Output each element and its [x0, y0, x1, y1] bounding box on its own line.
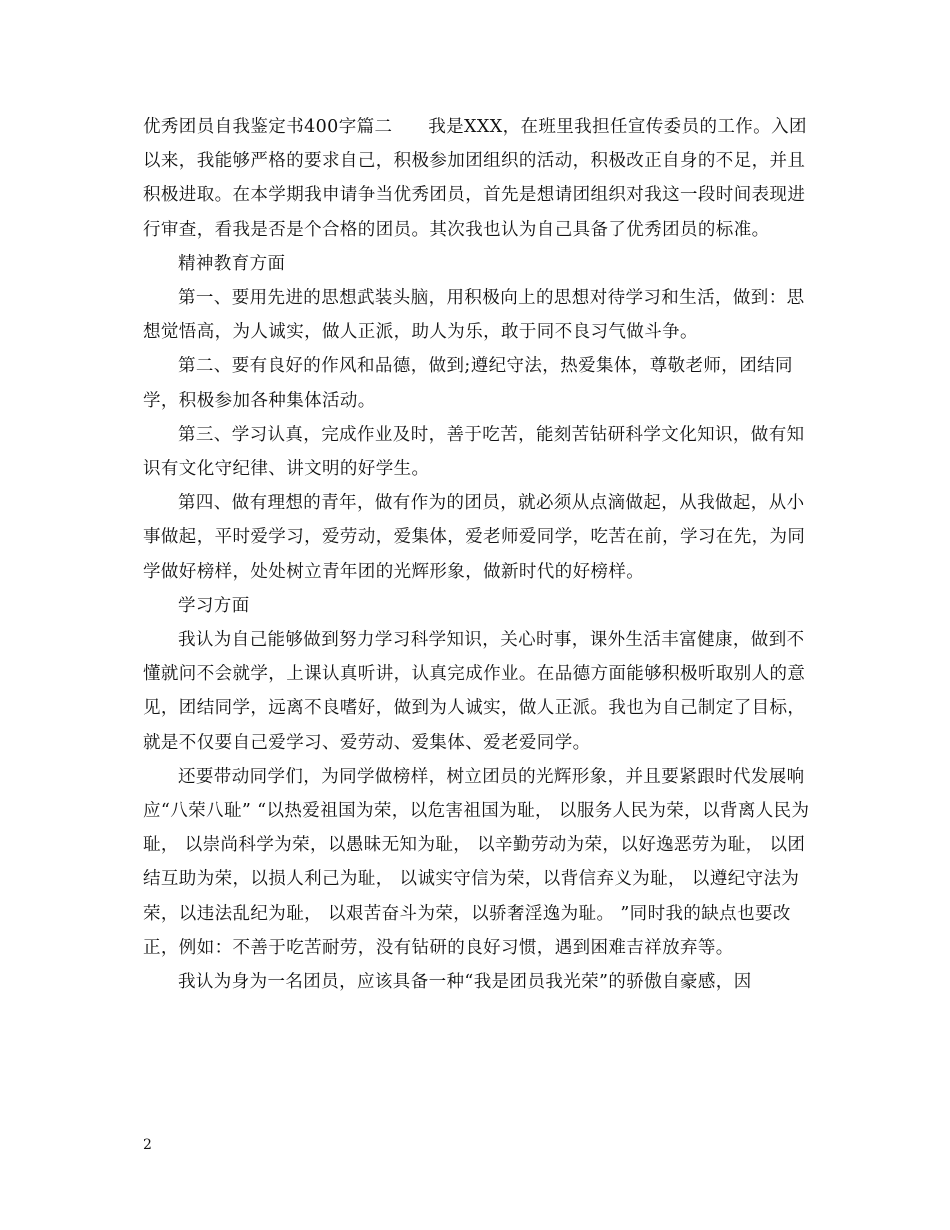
- paragraph-fourth: 第四、做有理想的青年，做有作为的团员，就必须从点滴做起，从我做起，从小事做起，平时爱学习，爱劳动，爱集体，爱老师爱同学，吃苦在前，学习在先，为同学做好榜样，处处树立青年团的光辉形象，做新时代的好榜样。: [143, 493, 806, 582]
- paragraph-intro: 优秀团员自我鉴定书400字篇二 我是XXX，在班里我担任宣传委员的工作。入团以来，我能够严格的要求自己，积极参加团组织的活动，积极改正自身的不足，并且积极进取。在本学期我申请争当优秀团员，首先是想请团组织对我这一段时间表现进行审查，看我是否是个合格的团员。其次我也认为自己具备了优秀团员的标准。: [143, 117, 807, 240]
- page-number: 2: [143, 1137, 152, 1153]
- paragraph-study: 我认为自己能够做到努力学习科学知识，关心时事，课外生活丰富健康，做到不懂就问不会就学，上课认真听讲，认真完成作业。在品德方面能够积极听取别人的意见，团结同学，远离不良嗜好，做到为人诚实，做人正派。我也为自己制定了目标，就是不仅要自己爱学习、爱劳动、爱集体、爱老爱同学。: [143, 630, 806, 753]
- paragraph-first: 第一、要用先进的思想武装头脑，用积极向上的思想对待学习和生活，做到：思想觉悟高，为人诚实，做人正派，助人为乐，敢于同不良习气做斗争。: [143, 288, 805, 343]
- paragraph-eight-honors: 还要带动同学们，为同学做榜样，树立团员的光辉形象，并且要紧跟时代发展响应“八荣八耻” “以热爱祖国为荣，以危害祖国为耻， 以服务人民为荣，以背离人民为耻， 以崇尚科学为荣，以愚昧无知为耻， 以辛勤劳动为荣，以好逸恶劳为耻， 以团结互助为荣，以损人利己为耻， 以诚实守信为荣，以背信弃义为耻， 以遵纪守法为荣，以违法乱纪为耻， 以艰苦奋斗为荣，以骄奢淫逸为耻。 ”同时我的缺点也要改正，例如：不善于吃苦耐劳，没有钻研的良好习惯，遇到困难吉祥放弃等。: [143, 766, 810, 958]
- section-heading-study: 学习方面: [178, 595, 250, 616]
- paragraph-conclusion: 我认为身为一名团员，应该具备一种“我是团员我光荣”的骄傲自豪感，因: [178, 972, 752, 993]
- paragraph-second: 第二、要有良好的作风和品德，做到;遵纪守法，热爱集体，尊敬老师，团结同学，积极参加各种集体活动。: [143, 356, 793, 411]
- document-body: [143, 110, 815, 999]
- paragraph-third: 第三、学习认真，完成作业及时，善于吃苦，能刻苦钻研科学文化知识，做有知识有文化守纪律、讲文明的好学生。: [143, 424, 805, 480]
- section-heading-spirit-education: 精神教育方面: [178, 253, 286, 274]
